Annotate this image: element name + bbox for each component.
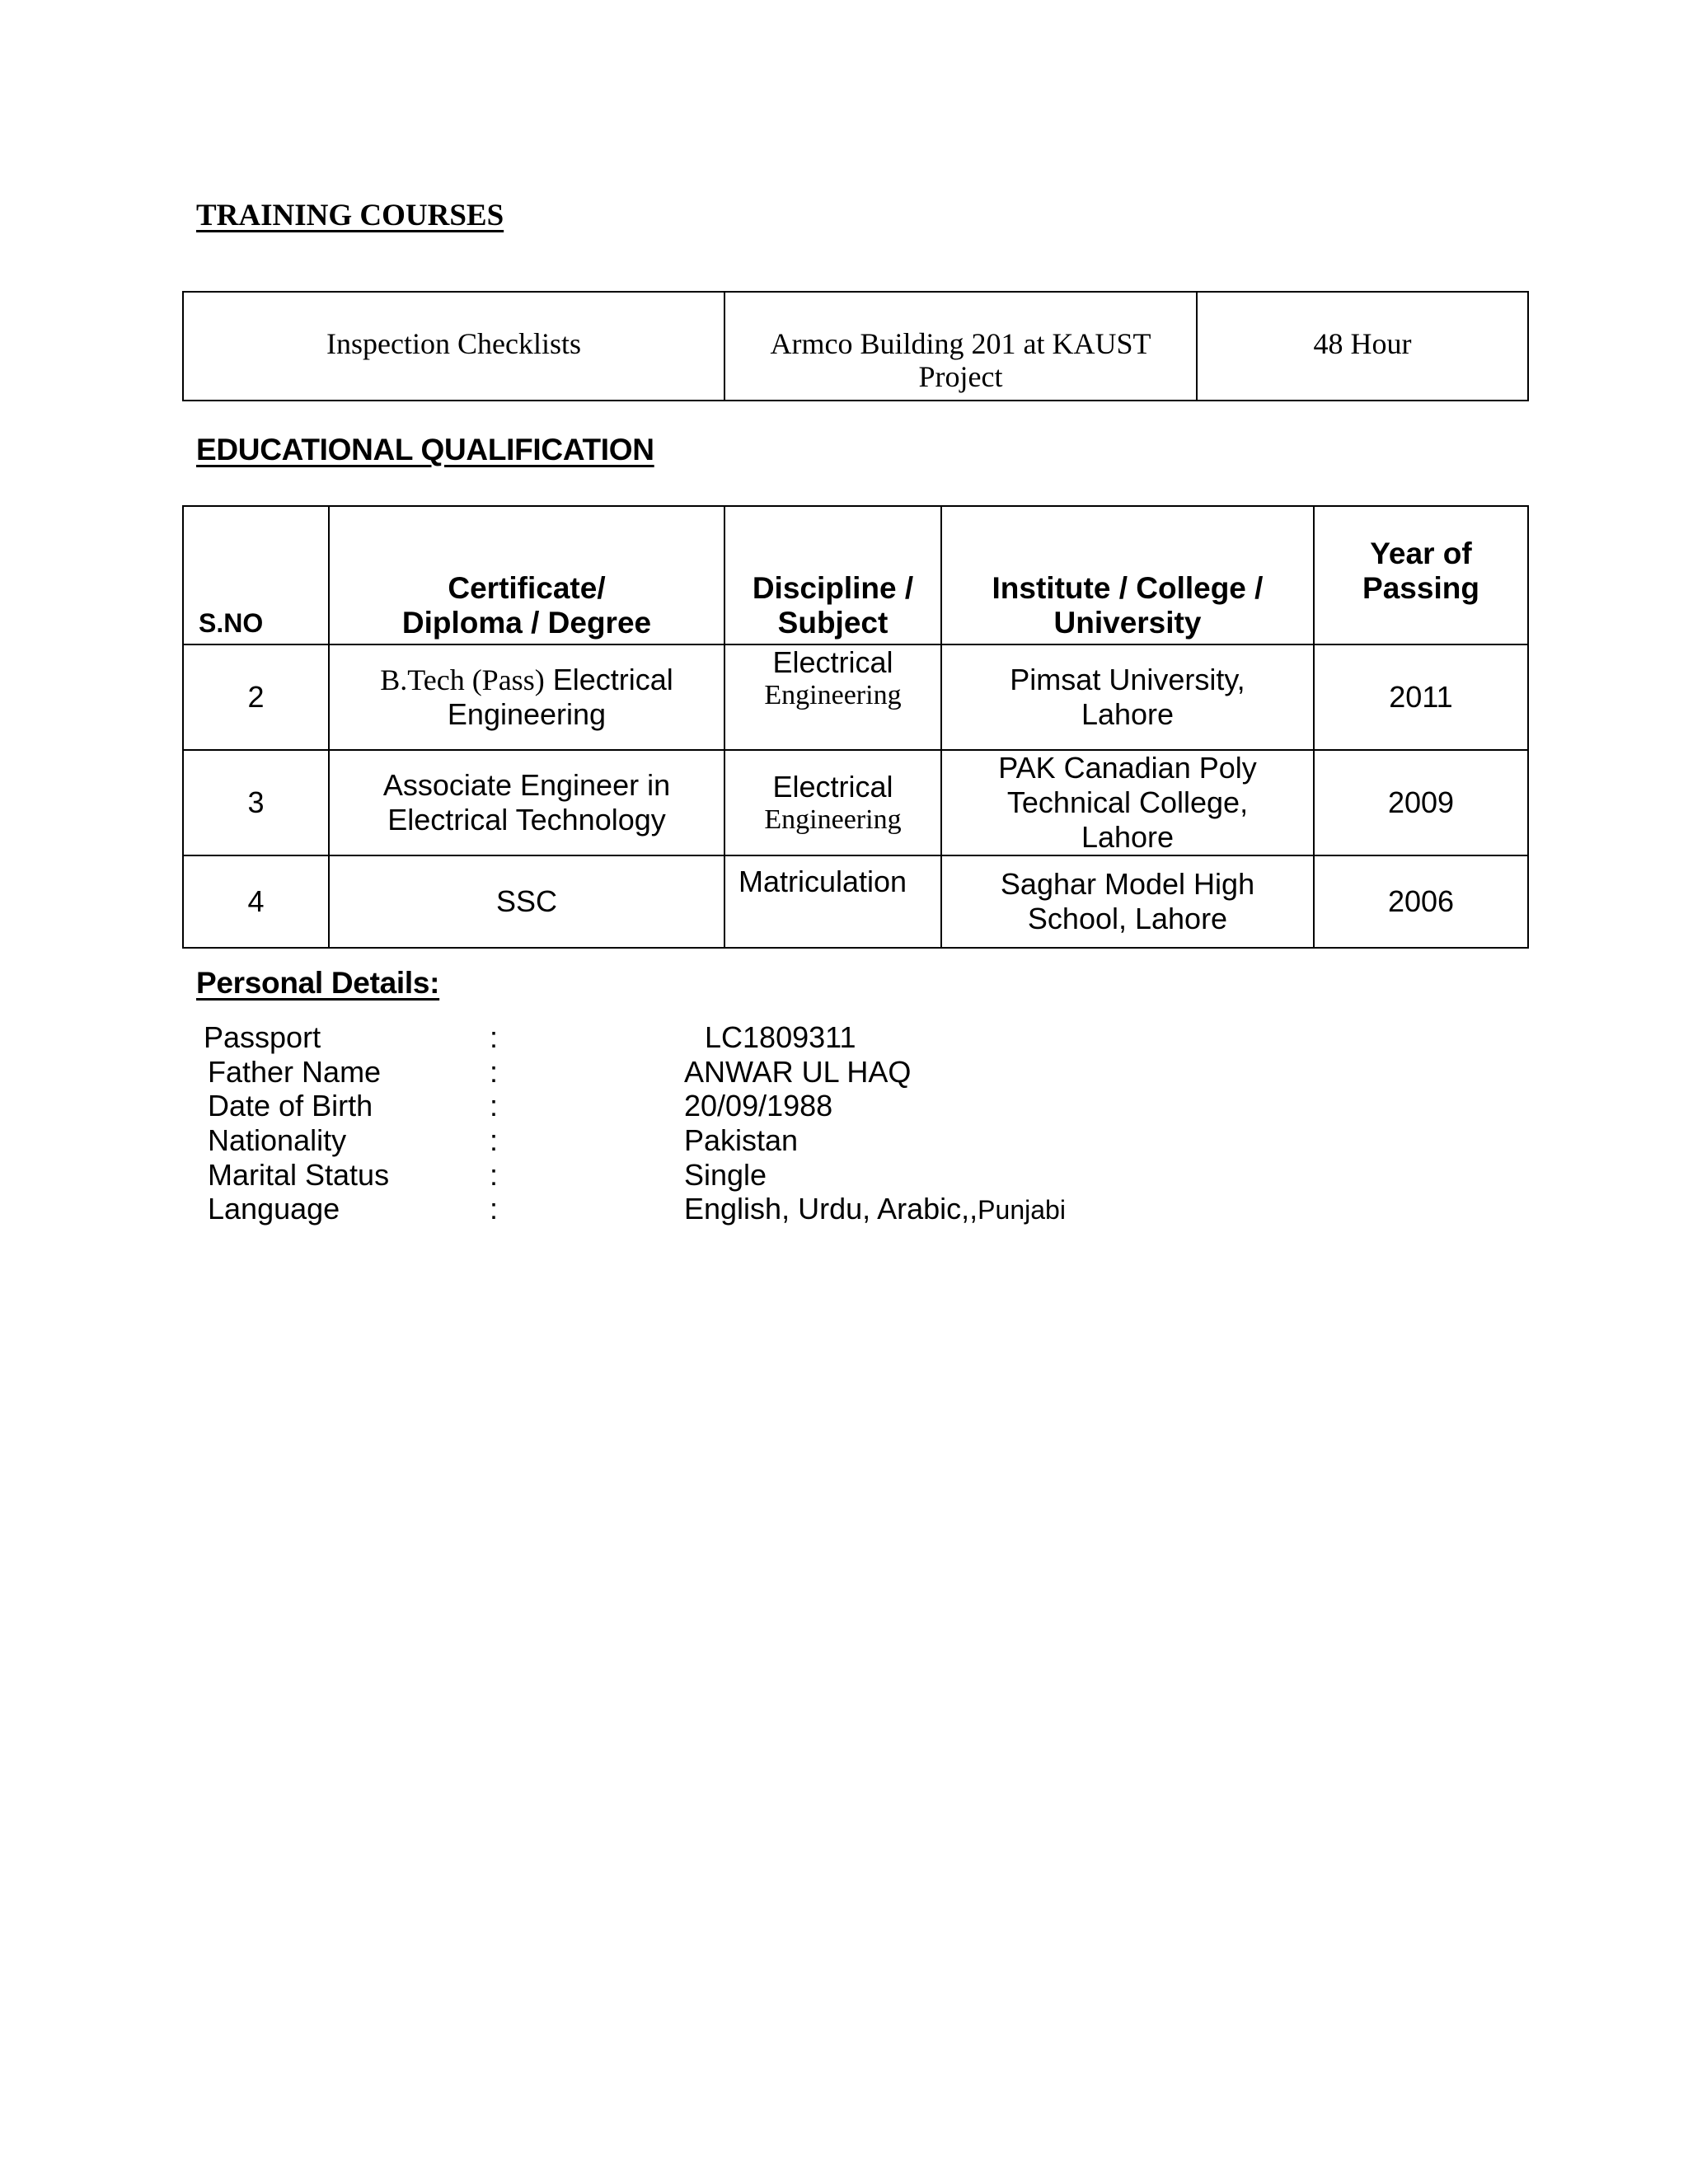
institute-line2: Technical College, [1006, 785, 1249, 819]
table-row [183, 644, 1528, 750]
detail-separator: : [490, 1158, 499, 1192]
header-discipline-line1: Discipline / [752, 571, 914, 605]
education-table [182, 505, 1529, 949]
detail-separator: : [490, 1192, 499, 1226]
cell-certificate [329, 750, 724, 855]
sno-value: 3 [247, 785, 265, 819]
training-course-name: Inspection Checklists [326, 327, 581, 360]
cell-institute [941, 855, 1314, 948]
language-list: English, Urdu, Arabic,, [684, 1192, 978, 1226]
year-value: 2006 [1387, 884, 1455, 918]
detail-value-marital-status: Single [684, 1158, 767, 1192]
sno-value: 4 [247, 884, 265, 918]
institute-line2: Lahore [1081, 697, 1175, 731]
header-institute-line2: University [1053, 606, 1202, 640]
cell-sno [183, 855, 329, 948]
detail-value-passport: LC1809311 [705, 1020, 856, 1054]
discipline-line1: Electrical [772, 645, 893, 679]
detail-label-nationality: Nationality [208, 1123, 347, 1157]
training-courses-heading: TRAINING COURSES [196, 199, 504, 232]
header-institute-line1: Institute / College / [992, 571, 1264, 605]
language-extra: Punjabi [978, 1195, 1066, 1225]
year-value: 2009 [1387, 785, 1455, 819]
cell-year [1314, 644, 1528, 750]
detail-separator: : [490, 1020, 499, 1054]
educational-qualification-heading: EDUCATIONAL QUALIFICATION [196, 433, 654, 466]
header-year-line2: Passing [1362, 571, 1479, 605]
institute-line1: Saghar Model High [1000, 867, 1255, 901]
cell-institute [941, 750, 1314, 855]
detail-value-nationality: Pakistan [684, 1123, 799, 1157]
table-row [183, 750, 1528, 855]
detail-label-marital-status: Marital Status [208, 1158, 390, 1192]
certificate-part1: B.Tech (Pass) [380, 663, 545, 696]
discipline-line2: Engineering [764, 804, 902, 835]
header-certificate-line1: Certificate/ [448, 571, 606, 605]
detail-separator: : [490, 1123, 499, 1157]
training-project-line1: Armco Building 201 at KAUST [770, 327, 1151, 360]
certificate-line2: Electrical Technology [387, 803, 666, 837]
cell-certificate [329, 644, 724, 750]
cell-sno [183, 644, 329, 750]
detail-separator: : [490, 1055, 499, 1089]
institute-line3: Lahore [1081, 820, 1175, 854]
cell-discipline [724, 855, 941, 948]
discipline-line1: Electrical [772, 770, 893, 804]
header-sno [183, 506, 329, 644]
personal-details-heading: Personal Details: [196, 966, 440, 1000]
cell-institute [941, 644, 1314, 750]
table-header-row [183, 506, 1528, 644]
header-discipline-line2: Subject [777, 606, 889, 640]
training-duration-cell [1197, 292, 1528, 401]
detail-value-date-of-birth: 20/09/1988 [684, 1089, 833, 1122]
institute-line1: PAK Canadian Poly [998, 751, 1257, 785]
header-discipline [724, 506, 941, 644]
table-row [183, 855, 1528, 948]
institute-line2: School, Lahore [1027, 902, 1228, 935]
discipline-line1: Matriculation [738, 865, 907, 898]
cell-year [1314, 750, 1528, 855]
training-course-cell [183, 292, 724, 401]
training-courses-table [182, 291, 1529, 401]
year-value: 2011 [1389, 680, 1453, 714]
certificate-line1: SSC [495, 884, 558, 918]
detail-separator: : [490, 1089, 499, 1122]
training-duration: 48 Hour [1313, 327, 1412, 360]
detail-label-date-of-birth: Date of Birth [208, 1089, 373, 1122]
certificate-line1 [330, 663, 724, 697]
detail-value-language [684, 1192, 1066, 1227]
header-sno-text: S.NO [199, 608, 264, 638]
certificate-line2: Engineering [447, 697, 607, 731]
discipline-line2: Engineering [764, 680, 902, 710]
cell-certificate [329, 855, 724, 948]
detail-label-father-name: Father Name [208, 1055, 382, 1089]
header-certificate [329, 506, 724, 644]
institute-line1: Pimsat University, [1010, 663, 1245, 696]
detail-value-father-name: ANWAR UL HAQ [684, 1055, 912, 1089]
cell-discipline [724, 750, 941, 855]
header-year [1314, 506, 1528, 644]
cell-year [1314, 855, 1528, 948]
cell-sno [183, 750, 329, 855]
detail-label-language: Language [208, 1192, 340, 1226]
training-project-line2: Project [918, 360, 1003, 393]
header-institute [941, 506, 1314, 644]
header-certificate-line2: Diploma / Degree [401, 606, 652, 640]
certificate-part2: Electrical [544, 663, 673, 696]
cell-discipline [724, 644, 941, 750]
table-row [183, 292, 1528, 401]
certificate-line1: Associate Engineer in [382, 768, 671, 802]
sno-value: 2 [247, 680, 265, 714]
detail-label-passport: Passport [204, 1020, 321, 1054]
training-project-cell [724, 292, 1197, 401]
header-year-line1: Year of [1370, 537, 1472, 570]
